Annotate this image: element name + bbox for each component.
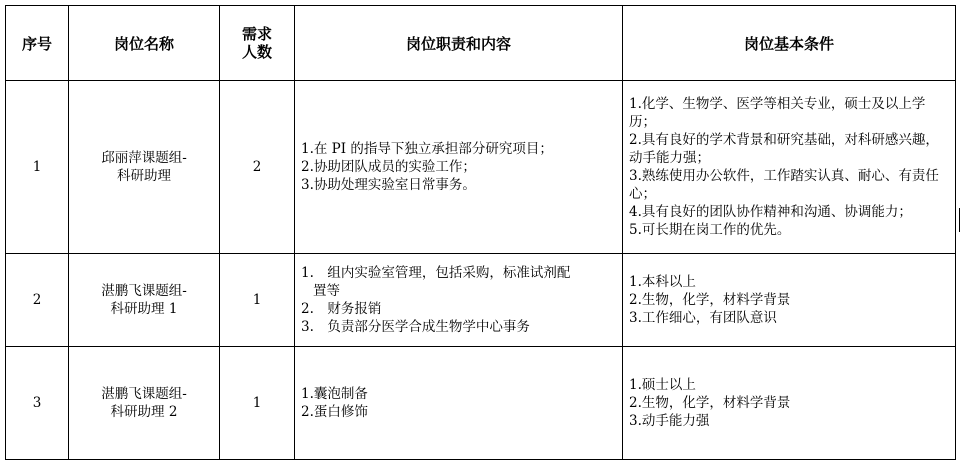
row-count: 1 [220, 347, 295, 460]
duty-item: 3.协助处理实验室日常事务。 [301, 177, 476, 193]
duty-item: 1.在 PI 的指导下独立承担部分研究项目； [301, 141, 553, 157]
row-count: 1 [220, 254, 295, 347]
duty-item: 2.协助团队成员的实验工作； [301, 159, 476, 175]
row-count: 2 [220, 81, 295, 254]
row-seq: 3 [6, 347, 69, 460]
position-line: 科研助理 2 [110, 404, 178, 420]
row-requirements [623, 81, 956, 254]
requirement-item: 3.熟练使用办公软件，工作踏实认真、耐心、有责任心； [629, 168, 939, 202]
requirement-item: 2.生物，化学，材料学背景 [629, 292, 791, 308]
header-requirements: 岗位基本条件 [623, 6, 956, 81]
header-count [220, 6, 295, 81]
table-row [6, 81, 956, 254]
duty-item: 1.囊泡制备 [301, 386, 368, 402]
table-row [6, 254, 956, 347]
row-duties [295, 347, 623, 460]
row-position [69, 254, 220, 347]
duty-item: 3. 负责部分医学合成生物学中心事务 [301, 319, 530, 335]
position-line: 湛鹏飞课题组- [101, 283, 187, 299]
duty-item: 2.蛋白修饰 [301, 404, 368, 420]
requirement-item: 1.本科以上 [629, 274, 696, 290]
requirement-item: 4.具有良好的团队协作精神和沟通、协调能力； [629, 204, 912, 220]
row-seq: 2 [6, 254, 69, 347]
row-requirements [623, 347, 956, 460]
position-line: 科研助理 1 [110, 301, 178, 317]
requirement-item: 1.化学、生物学、医学等相关专业，硕士及以上学历； [629, 96, 926, 130]
requirement-item: 2.生物，化学，材料学背景 [629, 395, 791, 411]
duty-item: 2. 财务报销 [301, 301, 382, 317]
row-requirements [623, 254, 956, 347]
job-table [5, 5, 956, 460]
header-position: 岗位名称 [69, 6, 220, 81]
position-line: 湛鹏飞课题组- [101, 386, 187, 402]
header-row [6, 6, 956, 81]
row-position [69, 347, 220, 460]
position-line: 邱丽萍课题组- [101, 150, 187, 166]
requirement-item: 3.动手能力强 [629, 413, 710, 429]
requirement-item: 1.硕士以上 [629, 377, 696, 393]
table-row [6, 347, 956, 460]
row-duties [295, 81, 623, 254]
duty-item: 1. 组内实验室管理，包括采购，标准试剂配 [301, 265, 571, 281]
requirement-item: 2.具有良好的学术背景和研究基础，对科研感兴趣，动手能力强； [629, 132, 939, 166]
header-seq: 序号 [6, 6, 69, 81]
header-count-line2: 人数 [241, 43, 272, 61]
header-count-line1: 需求 [241, 25, 272, 43]
requirement-item: 5.可长期在岗工作的优先。 [629, 222, 791, 238]
row-position [69, 81, 220, 254]
row-seq: 1 [6, 81, 69, 254]
position-line: 科研助理 [117, 168, 171, 184]
requirement-item: 3.工作细心，有团队意识 [629, 310, 777, 326]
row-duties [295, 254, 623, 347]
header-duties: 岗位职责和内容 [295, 6, 623, 81]
page-edge-marker [959, 208, 965, 232]
duty-item-continuation: 置等 [313, 283, 340, 299]
